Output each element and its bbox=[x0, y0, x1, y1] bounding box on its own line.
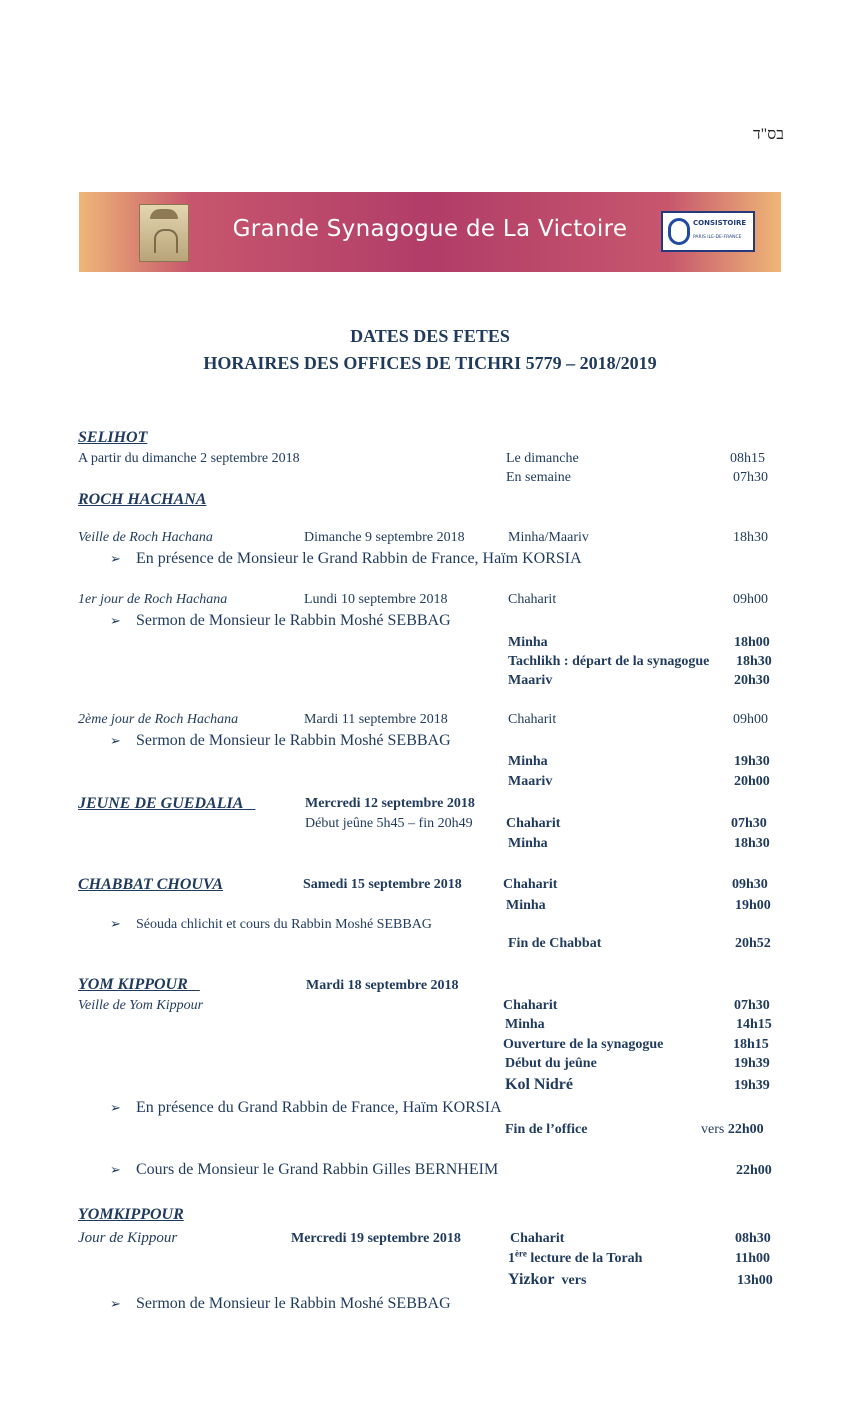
banner-title: Grande Synagogue de La Victoire bbox=[232, 216, 628, 242]
roch-veille-office: Minha/Maariv bbox=[508, 530, 589, 545]
roch-day2-minha-time: 19h30 bbox=[734, 754, 770, 769]
consistoire-logo bbox=[661, 211, 755, 252]
roch-day2-minha: Minha bbox=[508, 754, 548, 769]
chouva-office-1: Chaharit bbox=[503, 877, 558, 892]
kippour-jour-office-1: Chaharit bbox=[510, 1231, 565, 1246]
section-heading-yom-kippour-jour: YOMKIPPOUR bbox=[78, 1206, 184, 1223]
kippour-veille-office-1: Chaharit bbox=[503, 998, 558, 1013]
kippour-jour-label: Jour de Kippour bbox=[78, 1230, 178, 1246]
guedalia-time-2: 18h30 bbox=[734, 836, 770, 851]
roch-day1-time: 09h00 bbox=[733, 592, 768, 607]
roch-day2-date: Mardi 11 septembre 2018 bbox=[304, 712, 448, 727]
roch-veille-time: 18h30 bbox=[733, 530, 768, 545]
roch-day2-label: 2ème jour de Roch Hachana bbox=[78, 712, 239, 727]
kippour-veille-time-5: 19h39 bbox=[734, 1078, 770, 1093]
kippour-jour-note: ➢ Sermon de Monsieur le Rabbin Moshé SEBBAG bbox=[110, 1295, 451, 1312]
page-title: DATES DES FETES bbox=[350, 326, 510, 346]
kippour-veille-office-5: Kol Nidré bbox=[505, 1076, 573, 1093]
kippour-jour-time-3: 13h00 bbox=[737, 1273, 773, 1288]
guedalia-fast: Début jeûne 5h45 – fin 20h49 bbox=[305, 816, 473, 831]
kippour-veille-time-3: 18h15 bbox=[733, 1037, 769, 1052]
section-heading-chabbat-chouva: CHABBAT CHOUVA bbox=[78, 876, 224, 893]
guedalia-office-2: Minha bbox=[508, 836, 548, 851]
roch-day1-date: Lundi 10 septembre 2018 bbox=[304, 592, 448, 607]
roch-day1-minha: Minha bbox=[508, 635, 548, 650]
roch-day2-note: ➢ Sermon de Monsieur le Rabbin Moshé SEBBAG bbox=[110, 732, 451, 749]
roch-day1-tachlikh-time: 18h30 bbox=[736, 654, 772, 669]
kippour-veille-time-4: 19h39 bbox=[734, 1056, 770, 1071]
arrow-bullet-icon: ➢ bbox=[110, 1101, 121, 1116]
roch-day1-maariv-time: 20h30 bbox=[734, 673, 770, 688]
selihot-time-2: 07h30 bbox=[733, 470, 768, 485]
chouva-date: Samedi 15 septembre 2018 bbox=[303, 877, 462, 892]
roch-day1-office: Chaharit bbox=[508, 592, 557, 607]
consistoire-mark-icon bbox=[668, 218, 690, 245]
kippour-jour-time-1: 08h30 bbox=[735, 1231, 771, 1246]
guedalia-office-1: Chaharit bbox=[506, 816, 561, 831]
hebrew-header: בס"ד bbox=[752, 126, 784, 143]
roch-day1-label: 1er jour de Roch Hachana bbox=[78, 592, 228, 607]
guedalia-time-1: 07h30 bbox=[731, 816, 767, 831]
kippour-veille-office-2: Minha bbox=[505, 1017, 545, 1032]
logo-subtext: PARIS ILE-DE-FRANCE bbox=[693, 235, 742, 240]
kippour-jour-time-2: 11h00 bbox=[735, 1251, 771, 1266]
arrow-bullet-icon: ➢ bbox=[110, 917, 121, 932]
roch-veille-date: Dimanche 9 septembre 2018 bbox=[304, 530, 465, 545]
chouva-note: ➢ Séouda chlichit et cours du Rabbin Moshé SEBBAG bbox=[110, 917, 432, 932]
roch-veille-label: Veille de Roch Hachana bbox=[78, 530, 213, 545]
kippour-veille-time-6: vers 22h00 bbox=[701, 1122, 764, 1137]
section-heading-selihot: SELIHOT bbox=[78, 429, 148, 446]
logo-text: CONSISTOIRE bbox=[693, 219, 747, 227]
selihot-office-1: Le dimanche bbox=[506, 451, 579, 466]
roch-day2-maariv-time: 20h00 bbox=[734, 774, 770, 789]
selihot-time-1: 08h15 bbox=[730, 451, 765, 466]
selihot-date: A partir du dimanche 2 septembre 2018 bbox=[78, 451, 300, 466]
chouva-office-2: Minha bbox=[506, 898, 546, 913]
roch-day2-office: Chaharit bbox=[508, 712, 557, 727]
kippour-jour-office-3: Yizkor vers bbox=[508, 1271, 587, 1288]
roch-day2-maariv: Maariv bbox=[508, 774, 553, 789]
chouva-time-1: 09h30 bbox=[732, 877, 768, 892]
roch-day1-note: ➢ Sermon de Monsieur le Rabbin Moshé SEBBAG bbox=[110, 612, 451, 629]
arrow-bullet-icon: ➢ bbox=[110, 1163, 121, 1178]
section-heading-yom-kippour-veille: YOM KIPPOUR bbox=[78, 976, 188, 993]
kippour-veille-time-2: 14h15 bbox=[736, 1017, 772, 1032]
arrow-bullet-icon: ➢ bbox=[110, 1297, 121, 1312]
chouva-time-2: 19h00 bbox=[735, 898, 771, 913]
kippour-veille-note-1: ➢ En présence du Grand Rabbin de France, Haïm KORSIA bbox=[110, 1099, 502, 1116]
section-heading-guedalia: JEUNE DE GUEDALIA bbox=[78, 795, 244, 812]
page-subtitle: HORAIRES DES OFFICES DE TICHRI 5779 – 2018/2019 bbox=[203, 353, 657, 373]
kippour-veille-time-1: 07h30 bbox=[734, 998, 770, 1013]
kippour-veille-note-2-time: 22h00 bbox=[736, 1163, 772, 1178]
roch-veille-note: ➢ En présence de Monsieur le Grand Rabbin de France, Haïm KORSIA bbox=[110, 550, 582, 567]
kippour-jour-office-2: 1ère lecture de la Torah bbox=[508, 1248, 643, 1266]
roch-day1-tachlikh: Tachlikh : départ de la synagogue bbox=[508, 654, 710, 669]
chouva-time-3: 20h52 bbox=[735, 936, 771, 951]
kippour-veille-date: Mardi 18 septembre 2018 bbox=[306, 978, 459, 993]
chouva-office-3: Fin de Chabbat bbox=[508, 936, 602, 951]
kippour-veille-office-3: Ouverture de la synagogue bbox=[503, 1037, 664, 1052]
kippour-veille-office-6: Fin de l’office bbox=[505, 1122, 588, 1137]
arrow-bullet-icon: ➢ bbox=[110, 734, 121, 749]
kippour-veille-office-4: Début du jeûne bbox=[505, 1056, 597, 1071]
kippour-veille-note-2: ➢ Cours de Monsieur le Grand Rabbin Gilles BERNHEIM bbox=[110, 1161, 499, 1178]
kippour-jour-date: Mercredi 19 septembre 2018 bbox=[291, 1231, 461, 1246]
synagogue-banner bbox=[79, 192, 781, 272]
section-heading-roch-hachana: ROCH HACHANA bbox=[78, 491, 207, 508]
arrow-bullet-icon: ➢ bbox=[110, 552, 121, 567]
roch-day2-time: 09h00 bbox=[733, 712, 768, 727]
kippour-veille-label: Veille de Yom Kippour bbox=[78, 998, 204, 1013]
roch-day1-minha-time: 18h00 bbox=[734, 635, 770, 650]
selihot-office-2: En semaine bbox=[506, 470, 571, 485]
guedalia-date: Mercredi 12 septembre 2018 bbox=[305, 796, 475, 811]
arrow-bullet-icon: ➢ bbox=[110, 614, 121, 629]
roch-day1-maariv: Maariv bbox=[508, 673, 553, 688]
